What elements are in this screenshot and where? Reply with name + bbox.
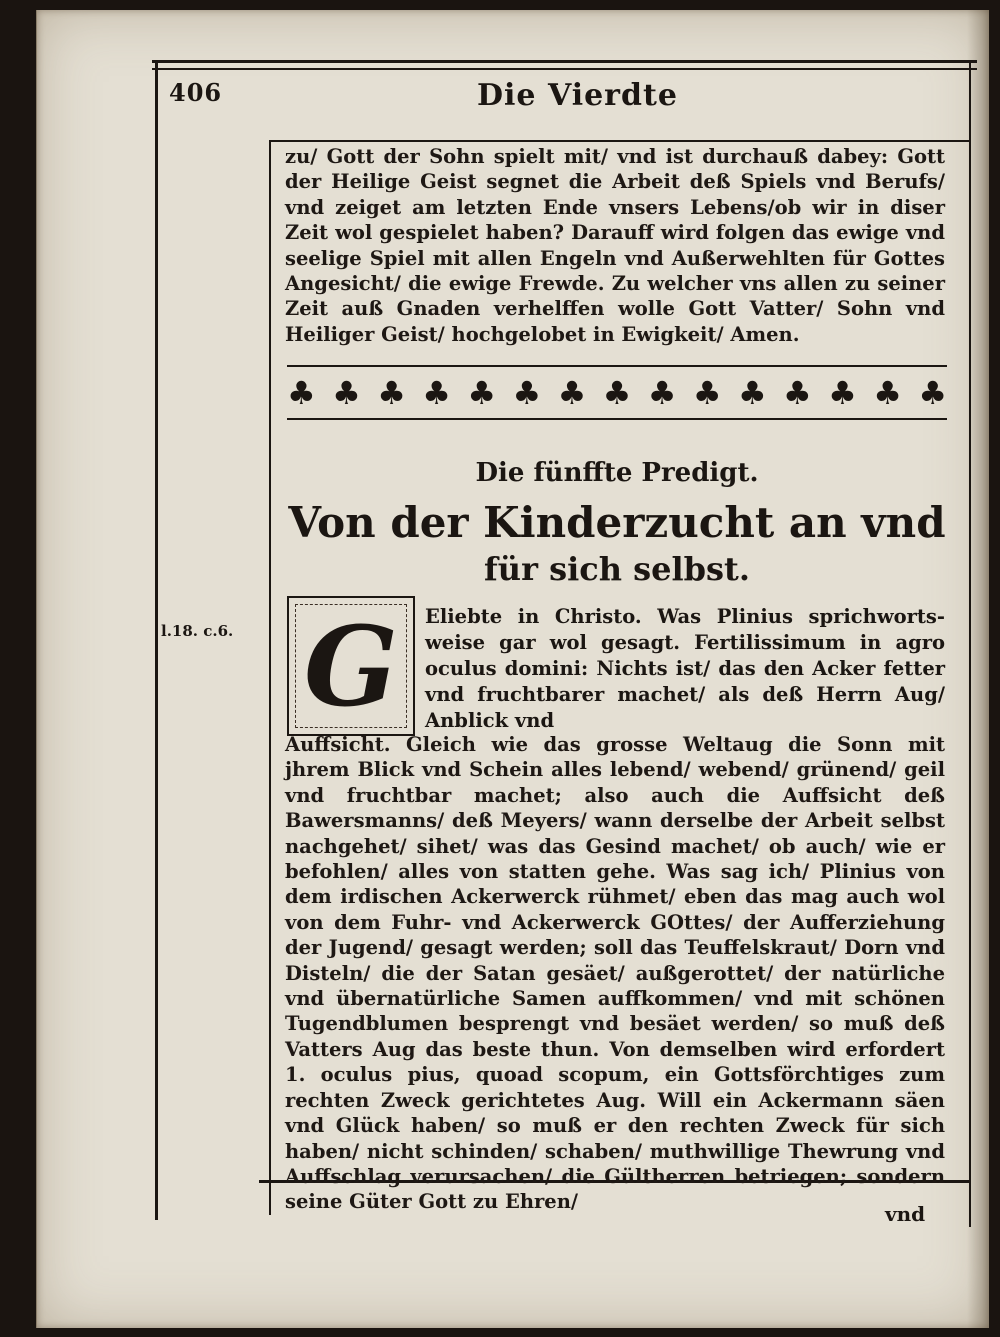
ornament-rule-top — [287, 365, 947, 367]
margin-column-rule — [269, 140, 271, 1215]
fleuron-ornament-icon: ♣ — [332, 374, 361, 412]
fleuron-ornament-icon: ♣ — [737, 374, 767, 412]
right-frame-rule — [969, 62, 971, 1227]
header-rule — [269, 140, 969, 142]
sermon-subtitle: für sich selbst. — [484, 550, 750, 588]
intro-paragraph-text: Eliebte in Christo. Was Plinius sprichworts-weise gar wol gesagt. Fertilissimum in agro oculus domini: Nichts ist/ das den Acker fetter vnd fruchtbarer machet/ als deß Herrn Aug/ Anblick vnd — [425, 605, 945, 732]
fleuron-ornament-icon: ♣ — [422, 374, 451, 412]
fleuron-ornament-icon: ♣ — [692, 374, 722, 412]
fleuron-ornament-icon: ♣ — [377, 374, 406, 412]
book-page — [36, 10, 989, 1328]
running-head: Die Vierdte — [477, 78, 678, 113]
top-frame-rule — [152, 60, 977, 63]
fleuron-ornament-icon: ♣ — [557, 374, 587, 412]
left-frame-rule — [155, 60, 158, 1220]
top-frame-rule-secondary — [152, 68, 977, 70]
initial-letter: G — [304, 601, 398, 731]
body-paragraph — [285, 732, 945, 1215]
fleuron-ornament-icon: ♣ — [602, 374, 632, 412]
fleuron-ornament-row — [287, 370, 947, 416]
intro-paragraph — [425, 604, 945, 734]
sermon-title: Von der Kinderzucht an vnd — [288, 498, 946, 547]
closing-paragraph-text: zu/ Gott der Sohn spielt mit/ vnd ist durchauß dabey: Gott der Heilige Geist segnet die Arbeit deß Spiels vnd Berufs/ vnd zeiget am letzten Ende vnsers Lebens/ob wir in diser Zeit wol gespielet haben? Darauff wird folgen das ewige vnd seelige Spiel mit allen Engeln vnd Außerwehlten für Gottes Angesicht/ die ewige Frewde. Zu welcher vns allen zu seiner Zeit auß Gnaden verhelffen wolle Gott Vatter/ Sohn vnd Heiliger Geist/ hochgelobet in Ewigkeit/ Amen. — [285, 145, 945, 346]
ornament-rule-bottom — [287, 418, 947, 420]
decorated-initial — [287, 596, 415, 736]
fleuron-ornament-icon: ♣ — [873, 374, 902, 412]
fleuron-ornament-icon: ♣ — [647, 374, 677, 412]
fleuron-ornament-icon: ♣ — [467, 374, 497, 412]
fleuron-ornament-icon: ♣ — [918, 374, 947, 412]
fleuron-ornament-icon: ♣ — [828, 374, 857, 412]
body-paragraph-text: Auffsicht. Gleich wie das grosse Weltaug die Sonn mit jhrem Blick vnd Schein alles lebend/ webend/ grünend/ geil vnd fruchtbar machet; also auch die Auffsicht deß Bawersmanns/ deß Meyers/ wann derselbe der Arbeit selbst nachgehet/ sihet/ was das Gesind machet/ ob auch/ wie er befohlen/ alles von statten gehe. Was sag ich/ Plinius von dem irdischen Ackerwerck rühmet/ eben das mag auch wol von dem Fuhr- vnd Ackerwerck GOttes/ der Aufferziehung der Jugend/ gesagt werden; soll das Teuffelskraut/ Dorn vnd Disteln/ die der Satan gesäet/ außgerottet/ der natürliche vnd übernatürliche Samen auffkommen/ vnd mit schönen Tugendblumen besprengt vnd besäet werden/ so muß deß Vatters Aug das beste thun. Von demselben wird erfordert 1. oculus pius, quoad scopum, ein Gottsförchtiges zum rechten Zweck gerichtetes Aug. Will ein Ackermann säen vnd Glück haben/ so muß er den rechten Zweck für sich haben/ nicht schinden/ schaben/ muthwillige Thewrung vnd Auffschlag verursachen/ die Gültherren betriegen; sondern seine Güter Gott zu Ehren/ — [285, 733, 945, 1214]
catchword: vnd — [885, 1202, 926, 1226]
margin-note: l.18. c.6. — [161, 622, 234, 640]
sermon-label: Die fünffte Predigt. — [475, 458, 759, 488]
page-number: 406 — [169, 78, 223, 107]
closing-paragraph — [285, 144, 945, 347]
fleuron-ornament-icon: ♣ — [512, 374, 542, 412]
fleuron-ornament-icon: ♣ — [783, 374, 812, 412]
fleuron-ornament-icon: ♣ — [287, 374, 316, 412]
